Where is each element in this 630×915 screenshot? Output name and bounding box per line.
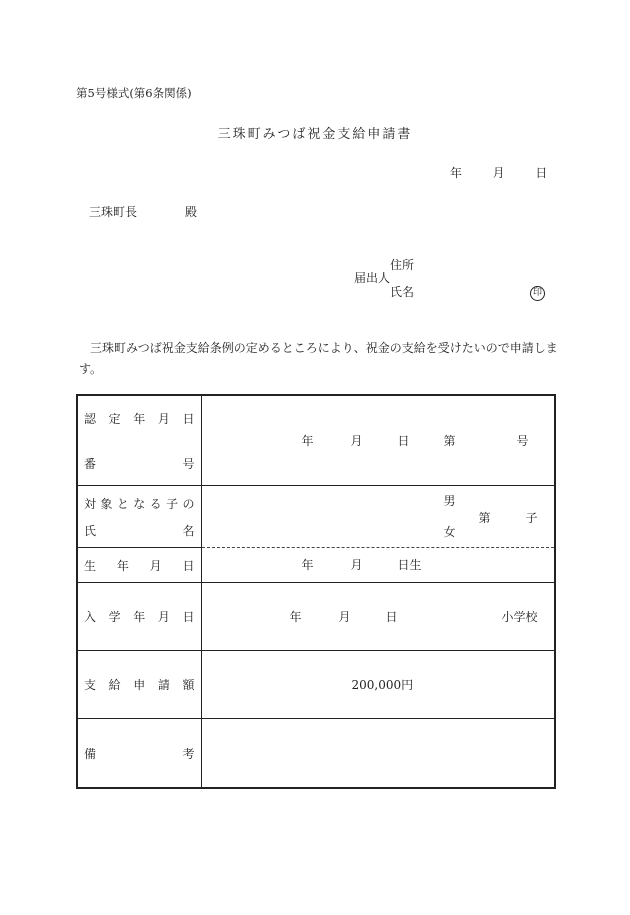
honorific: 殿 [185, 205, 198, 219]
label-char: 請 [157, 678, 170, 692]
number-label [84, 455, 195, 472]
birth-day-label: 日生 [397, 558, 422, 572]
cert-day-label: 日 [397, 434, 410, 448]
addressee-name: 三珠町長 [89, 205, 138, 219]
label-char: 番 [84, 456, 97, 471]
label-char: 日 [182, 610, 195, 624]
enroll-label-cell [77, 583, 201, 651]
enroll-value-cell[interactable] [201, 583, 555, 651]
cert-label-cell [77, 395, 201, 486]
request-statement: 三珠町みつば祝金支給条例の定めるところにより、祝金の支給を受けたいので申請します。 [79, 341, 558, 376]
amount-label-cell [77, 651, 201, 719]
label-char: 考 [182, 746, 195, 761]
label-char: 象 [100, 496, 113, 511]
remarks-label-cell [77, 719, 201, 789]
remarks-row [77, 719, 555, 789]
label-char: 月 [157, 610, 170, 624]
applicant-label: 届出人 [354, 271, 391, 285]
label-char: 認 [84, 411, 97, 426]
label-char: 額 [182, 678, 195, 692]
birth-label [84, 557, 195, 574]
school-label: 小学校 [501, 610, 538, 624]
application-table [76, 394, 556, 789]
cert-row [77, 395, 555, 486]
name-label: 氏名 [390, 285, 415, 299]
amount-value-cell [201, 651, 555, 719]
label-char: 号 [182, 456, 195, 471]
label-char: 対 [84, 496, 97, 511]
cert-number-prefix: 第 [443, 434, 456, 448]
label-char: と [116, 496, 129, 511]
label-char: 定 [108, 411, 121, 426]
child-label-cell [77, 486, 201, 548]
date-day-label: 日 [535, 166, 548, 180]
birth-row [77, 548, 555, 583]
enroll-year-label: 年 [289, 610, 302, 624]
enroll-row [77, 583, 555, 651]
child-value-cell[interactable] [201, 486, 555, 548]
label-char: 子 [166, 496, 179, 511]
label-char: 備 [84, 746, 97, 761]
remarks-value-cell[interactable] [201, 719, 555, 789]
cert-year-label: 年 [301, 434, 314, 448]
cert-value-cell[interactable] [201, 395, 555, 486]
label-char: 入 [84, 610, 97, 624]
birth-year-label: 年 [301, 558, 314, 572]
label-char: な [133, 496, 146, 511]
amount-row [77, 651, 555, 719]
amount-label [84, 676, 195, 693]
form-number: 第5号様式(第6条関係) [76, 86, 192, 100]
application-date [450, 167, 547, 179]
addressee [89, 206, 197, 218]
child-order-prefix: 第 [478, 511, 491, 525]
date-year-label: 年 [450, 166, 463, 180]
label-char: 年 [133, 610, 146, 624]
enroll-month-label: 月 [338, 610, 351, 624]
label-char: 氏 [84, 523, 97, 538]
cert-number-suffix: 号 [516, 434, 529, 448]
birth-label-cell [77, 548, 201, 583]
cert-month-label: 月 [350, 434, 363, 448]
address-label: 住所 [390, 258, 415, 272]
birth-value-cell[interactable] [201, 548, 555, 583]
label-char: 月 [157, 411, 170, 426]
enroll-day-label: 日 [385, 610, 398, 624]
child-order-suffix: 子 [525, 511, 538, 525]
date-month-label: 月 [492, 166, 505, 180]
label-char: 年 [116, 558, 129, 573]
child-row [77, 486, 555, 548]
document-title: 三珠町みつば祝金支給申請書 [217, 127, 413, 142]
child-label-top [84, 495, 195, 512]
seal-mark: 印 [530, 286, 545, 301]
label-char: 生 [84, 558, 97, 573]
label-char: 名 [182, 523, 195, 538]
label-char: 給 [108, 678, 121, 692]
child-label-bottom [84, 522, 195, 539]
amount-value: 200,000円 [351, 678, 414, 692]
remarks-label [84, 745, 195, 762]
label-char: 申 [133, 678, 146, 692]
label-char: る [149, 496, 162, 511]
birth-month-label: 月 [350, 558, 363, 572]
gender-female: 女 [443, 525, 456, 539]
label-char: 学 [108, 610, 121, 624]
enroll-label [84, 608, 195, 625]
label-char: 月 [149, 558, 162, 573]
cert-date-label [84, 410, 195, 427]
label-char: 日 [182, 558, 195, 573]
gender-male: 男 [443, 494, 456, 508]
label-char: 支 [84, 678, 97, 692]
label-char: の [182, 496, 195, 511]
label-char: 日 [182, 411, 195, 426]
label-char: 年 [133, 411, 146, 426]
